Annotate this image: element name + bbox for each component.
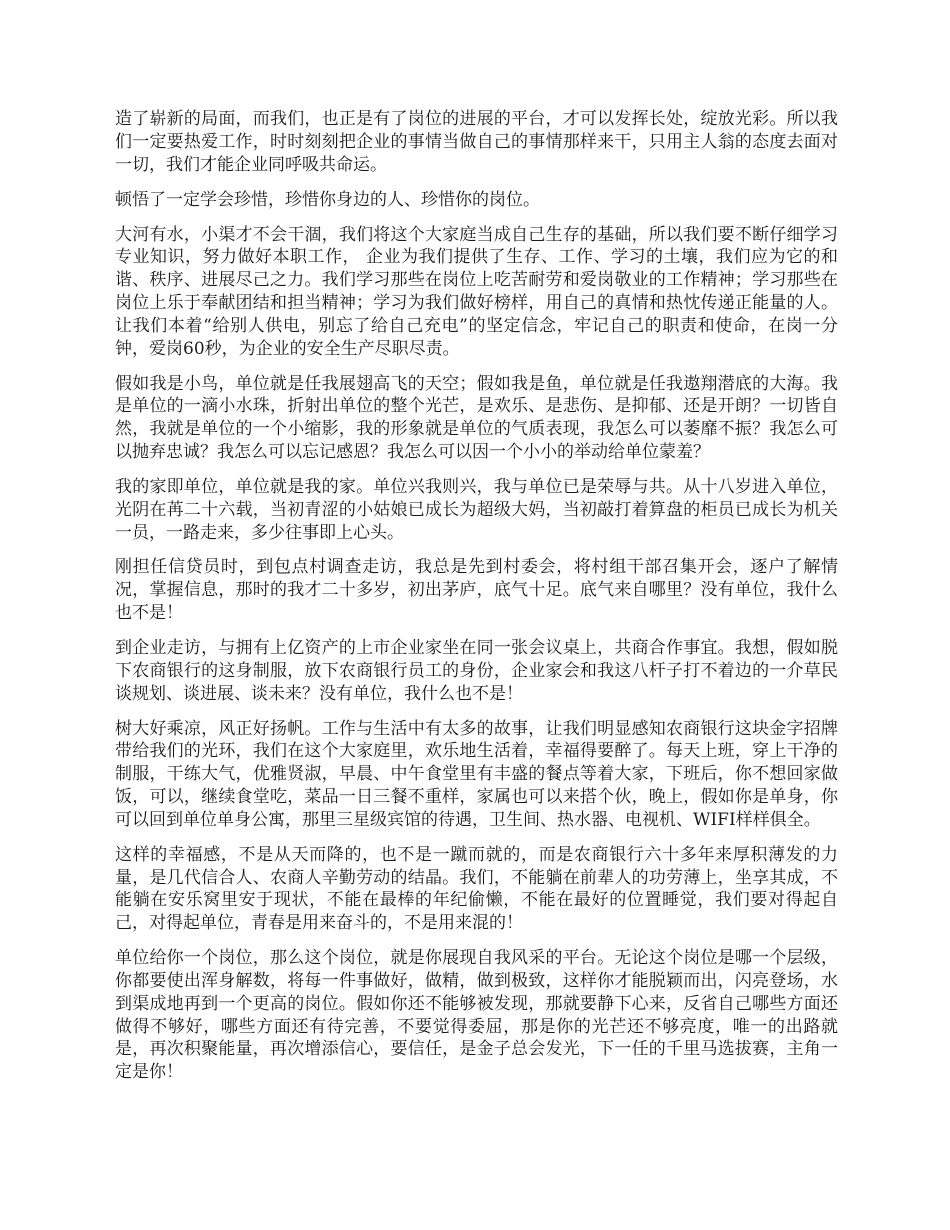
paragraph: 大河有水，小渠才不会干涸，我们将这个大家庭当成自己生存的基础，所以我们要不断仔细学习专业知识，努力做好本职工作， 企业为我们提供了生存、工作、学习的土壤，我们应为它的和谐、秩序、进展尽己之力。我们学习那些在岗位上吃苦耐劳和爱岗敬业的工作精神；学习那些在岗位上乐于奉献团结和担当精神；学习为我们做好榜样，用自己的真情和热忱传递正能量的人。让我们本着“给别人供电，别忘了给自己充电”的坚定信念，牢记自己的职责和使命，在岗一分钟，爱岗60秒，为企业的安全生产尽职尽责。 (115, 224, 838, 359)
paragraph: 刚担任信贷员时，到包点村调查走访，我总是先到村委会，将村组干部召集开会，逐户了解情况，掌握信息，那时的我才二十多岁，初出茅庐，底气十足。底气来自哪里？没有单位，我什么也不是！ (115, 557, 838, 624)
paragraph: 假如我是小鸟，单位就是任我展翅高飞的天空；假如我是鱼，单位就是任我遨翔潜底的大海。我是单位的一滴小水珠，折射出单位的整个光芒，是欢乐、是悲伤、是抑郁、还是开朗？一切皆自然，我就是单位的一个小缩影，我的形象就是单位的气质表现，我怎么可以萎靡不振？我怎么可以抛弃忠诚？我怎么可以忘记感恩？我怎么可以因一个小小的举动给单位蒙羞？ (115, 373, 838, 462)
document-body (115, 108, 838, 1096)
paragraph: 我的家即单位，单位就是我的家。单位兴我则兴，我与单位已是荣辱与共。从十八岁进入单位，光阴在苒二十六载，当初青涩的小姑娘已成长为超级大妈，当初敲打着算盘的柜员已成长为机关一员，一路走来，多少往事即上心头。 (115, 476, 838, 543)
paragraph: 这样的幸福感，不是从天而降的，也不是一蹴而就的，而是农商银行六十多年来厚积薄发的力量，是几代信合人、农商人辛勤劳动的结晶。我们，不能躺在前辈人的功劳薄上，坐享其成，不能躺在安乐窝里安于现状，不能在最棒的年纪偷懒，不能在最好的位置睡觉，我们要对得起自己，对得起单位，青春是用来奋斗的，不是用来混的！ (115, 844, 838, 934)
paragraph: 到企业走访，与拥有上亿资产的上市企业家坐在同一张会议桌上，共商合作事宜。我想，假如脱下农商银行的这身制服，放下农商银行员工的身份，企业家会和我这八杆子打不着边的一介草民谈规划、谈进展、谈未来？没有单位，我什么也不是！ (115, 638, 838, 704)
paragraph: 树大好乘凉，风正好扬帆。工作与生活中有太多的故事，让我们明显感知农商银行这块金字招牌带给我们的光环，我们在这个大家庭里，欢乐地生活着，幸福得要醉了。每天上班，穿上干净的制服，干练大气，优雅贤淑，早晨、中午食堂里有丰盛的餐点等着大家，下班后，你不想回家做饭，可以，继续食堂吃，菜品一日三餐不重样，家属也可以来搭个伙，晚上，假如你是单身，你可以回到单位单身公寓，那里三星级宾馆的待遇，卫生间、热水器、电视机、WIFI样样俱全。 (115, 718, 838, 830)
paragraph: 造了崭新的局面，而我们，也正是有了岗位的进展的平台，才可以发挥长处，绽放光彩。所以我们一定要热爱工作，时时刻刻把企业的事情当做自己的事情那样来干，只用主人翁的态度去面对一切，我们才能企业同呼吸共命运。 (115, 109, 838, 175)
paragraph: 顿悟了一定学会珍惜，珍惜你身边的人、珍惜你的岗位。 (115, 189, 540, 210)
paragraph: 单位给你一个岗位，那么这个岗位，就是你展现自我风采的平台。无论这个岗位是哪一个层级，你都要使出浑身解数，将每一件事做好，做精，做到极致，这样你才能脱颖而出，闪亮登场，水到渠成地再到一个更高的岗位。假如你还不能够被发现，那就要静下心来，反省自己哪些方面还做得不够好，哪些方面还有待完善，不要觉得委屈，那是你的光芒还不够亮度，唯一的出路就是，再次积聚能量，再次增添信心，要信任，是金子总会发光，下一任的千里马选拔赛，主角一定是你！ (115, 948, 838, 1083)
